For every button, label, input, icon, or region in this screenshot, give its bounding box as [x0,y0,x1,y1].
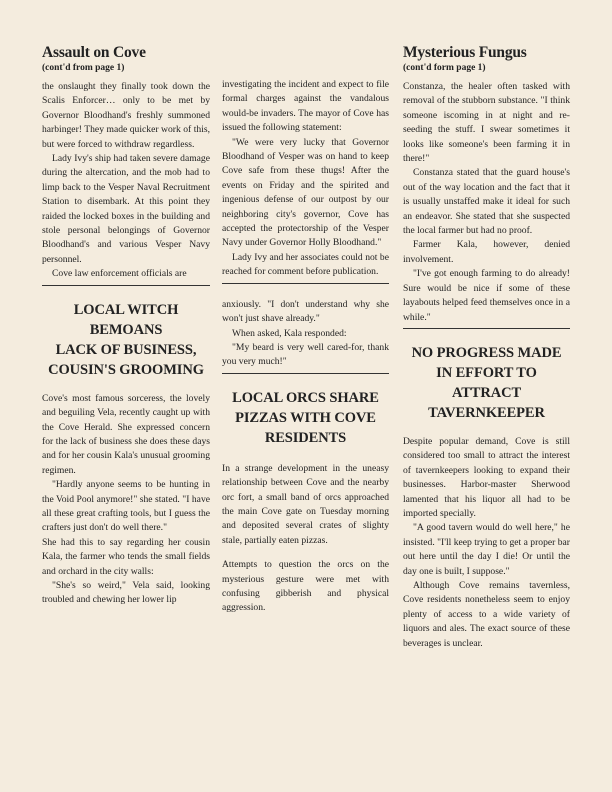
witch-paragraph: "My beard is very well cared-for, thank you very much!" [222,341,389,368]
orcs-headline-line: LOCAL ORCS SHARE [232,389,379,406]
witch-paragraph: "Hardly anyone seems to be hunting in the Void Pool anymore!" she stated. "I have all these great crafting tools, but I guess the crafters just don't do well there." [42,479,210,534]
assault-continued: (cont'd from page 1) [42,63,125,73]
orcs-headline-line: PIZZAS WITH COVE [235,409,376,426]
witch-paragraph: When asked, Kala responded: [232,327,347,339]
assault-paragraph: the onslaught they finally took down the Scalis Enforcer… only to be met by Governor Bloodhand's freshly summoned harbinger! They made quicker work of this, but were forced to withdraw regardless. [42,81,210,150]
right-column [403,44,570,651]
fungus-paragraph: Constanza, the healer often tasked with removal of the stubborn substance. "I think someone iscoming in at night and re-seeding the stuff. I swear sometimes it looks like someone's been farming it in there!" [403,81,570,165]
tavern-paragraph: Although Cove remains tavernless, Cove residents nonetheless seem to enjoy plenty of access to a wide variety of liquors and ales. The exact source of these beverages is unclear. [403,579,570,649]
assault-paragraph: "We were very lucky that Governor Bloodhand of Vesper was on hand to keep Cove safe from these thugs! After the events on Friday and the spirited and ingenious defense of our outpost by our neighboring city's governor, Cove has accepted the protectorship of the Vesper Navy under Governor Holly Bloodhand." [222,136,389,249]
tavern-headline-line: IN EFFORT TO [436,364,537,381]
tavern-headline-line: NO PROGRESS MADE [411,344,562,361]
witch-headline-line: LOCAL WITCH [73,301,179,318]
left-column [42,44,210,608]
witch-paragraph: Cove's most famous sorceress, the lovely and beguiling Vela, recently caught up with the Cove Herald. She expressed concern for the lack of business she does these days and for her cousin Kala's unusual grooming regimen. [42,392,210,476]
witch-paragraph: anxiously. "I don't understand why she won't just shave already." [222,298,389,325]
fungus-paragraph: Farmer Kala, however, denied involvement. [403,239,570,265]
middle-column [222,78,389,616]
tavern-headline-line: TAVERNKEEPER [428,404,545,421]
orcs-headline-line: RESIDENTS [264,429,347,446]
orcs-paragraph: In a strange development in the uneasy relationship between Cove and the nearby orc fort, a small band of orcs approached the main Cove gate on Tuesday morning and deposited several crates of slighty stale, partially eaten pizzas. [222,462,389,546]
witch-headline-line: BEMOANS [89,321,163,338]
assault-paragraph: investigating the incident and expect to file formal charges against the vandalous would-be invaders. The mayor of Cove has issued the following statement: [222,79,389,134]
tavern-paragraph: "A good tavern would do well here," he insisted. "I'll keep trying to get a proper bar out here until the day I die! Or until the day one is built, I suppose." [403,522,570,577]
fungus-continued: (cont'd form page 1) [403,63,486,73]
tavern-paragraph: Despite popular demand, Cove is still considered too small to attract the interest of tavernkeepers looking to expand their businesses. Harbor-master Sherwood lamented that his liquor all had to be imported specially. [403,435,570,519]
fungus-headline: Mysterious Fungus [403,44,527,61]
assault-headline: Assault on Cove [42,44,146,61]
orcs-paragraph: Attempts to question the orcs on the mysterious gesture were met with confusing gibberish and physical aggression. [222,559,389,614]
assault-paragraph: Lady Ivy's ship had taken severe damage during the altercation, and the mob had to limp back to the Vesper Naval Recruitment Station to disembark. At this point they raided the locked boxes in the building and stole personal belongings of Governor Bloodhand's and various Vesper Navy personnel. [42,153,210,265]
fungus-paragraph: "I've got enough farming to do already! Sure would be nice if some of these layabouts helped feed themselves once in a while." [403,268,570,323]
assault-paragraph: Lady Ivy and her associates could not be reached for comment before publication. [222,251,389,278]
fungus-paragraph: Constanza stated that the guard house's out of the way location and the fact that it is usually unstaffed make it ideal for such an endeavor. She stated that she suspected the local farmer but had no proof. [403,167,570,237]
witch-paragraph: "She's so weird," Vela said, looking troubled and chewing her lower lip [42,579,210,606]
witch-paragraph: She had this to say regarding her cousin Kala, the farmer who tends the small fields and orchard in the city walls: [42,536,210,577]
witch-headline-line: COUSIN'S GROOMING [48,361,204,378]
tavern-headline-line: ATTRACT [451,384,522,401]
witch-headline-line: LACK OF BUSINESS, [55,341,197,358]
assault-paragraph: Cove law enforcement officials are [52,268,187,280]
